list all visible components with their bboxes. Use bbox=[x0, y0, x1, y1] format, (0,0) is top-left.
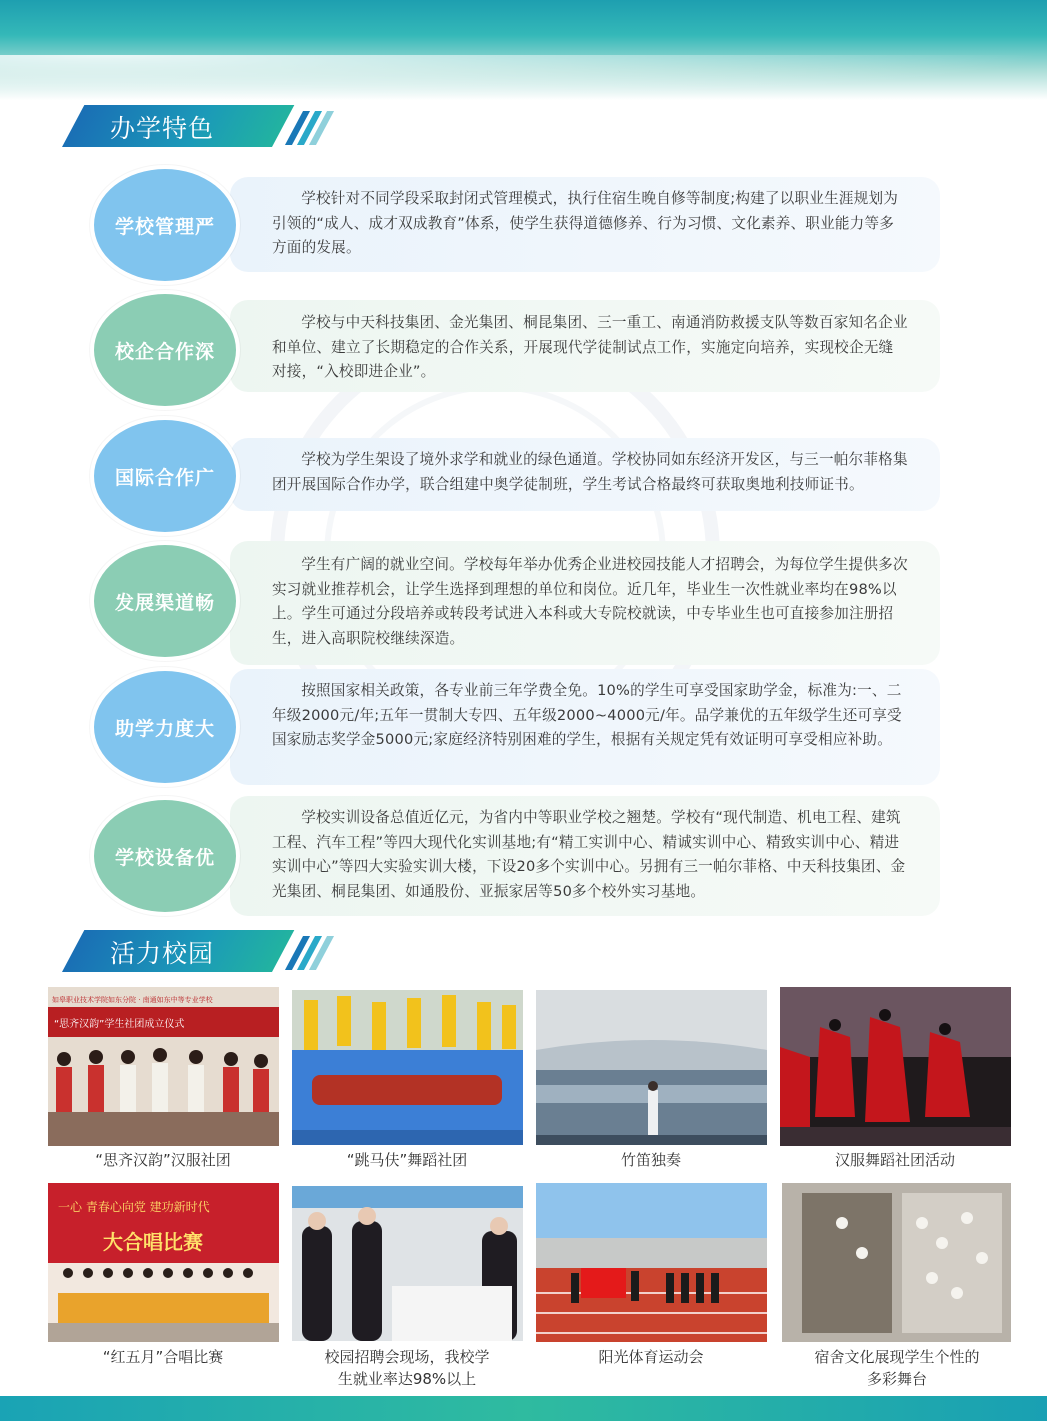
feature-development bbox=[90, 541, 940, 665]
feature-financial-aid bbox=[90, 667, 940, 787]
feature-label: 学校管理严 bbox=[114, 215, 215, 238]
feature-text: 学生有广阔的就业空间。学校每年举办优秀企业进校园技能人才招聘会，为每位学生提供多次实习就业推荐机会，让学生选择到理想的单位和岗位。近几年，毕业生一次性就业率均在98%以上。学生可通过分段培养或转段考试进入本科或大专院校就读，中专毕业生也可直接参加注册招生，进入高职院校继续深造。 bbox=[272, 556, 908, 647]
feature-label: 发展渠道畅 bbox=[114, 591, 215, 614]
feature-label-circle bbox=[90, 165, 240, 285]
choir-slogan-text: 一心 青春心向党 建功新时代 bbox=[58, 1200, 210, 1214]
photo-caption: “跳马伕”舞蹈社团 bbox=[346, 1151, 468, 1169]
photo-caption: 校园招聘会现场，我校学生就业率达98%以上 bbox=[324, 1348, 490, 1388]
section-header-features bbox=[62, 105, 302, 149]
feature-text: 学校针对不同学段采取封闭式管理模式，执行住宿生晚自修等制度;构建了以职业生涯规划为引领的“成人、成才双成教育”体系，使学生获得道德修养、行为习惯、文化素养、职业能力等多方面的发展。 bbox=[272, 190, 899, 256]
sports-meet-photo bbox=[536, 1183, 767, 1342]
photo-caption: 汉服舞蹈社团活动 bbox=[834, 1151, 955, 1169]
dance-flags-photo bbox=[292, 990, 523, 1149]
feature-label: 助学力度大 bbox=[114, 717, 215, 740]
photo-caption: 宿舍文化展现学生个性的多彩舞台 bbox=[814, 1348, 980, 1388]
feature-text: 学校与中天科技集团、金光集团、桐昆集团、三一重工、南通消防救援支队等数百家知名企业和单位、建立了长期稳定的合作关系，开展现代学徒制试点工作，实施定向培养，实现校企无缝对接，“入校即进企业”。 bbox=[272, 314, 908, 380]
feature-equipment bbox=[90, 796, 940, 920]
feature-text: 按照国家相关政策，各专业前三年学费全免。10%的学生可享受国家助学金，标准为:一、二年级2000元/年;五年一贯制大专四、五年级2000~4000元/年。品学兼优的五年级学生还可享受国家励志奖学金5000元;家庭经济特别困难的学生，根据有关规定凭有效证明可享受相应补助。 bbox=[272, 682, 902, 748]
photo-caption: “思齐汉韵”汉服社团 bbox=[95, 1151, 231, 1169]
section-header-campus bbox=[62, 930, 302, 974]
flute-solo-photo bbox=[536, 990, 767, 1149]
feature-label: 学校设备优 bbox=[114, 846, 215, 869]
feature-management bbox=[90, 165, 940, 285]
feature-label-circle bbox=[90, 796, 240, 916]
section-title: 活力校园 bbox=[110, 939, 215, 968]
club-banner-top-text: 如皋职业技术学院如东分院 · 南通如东中等专业学校 bbox=[52, 996, 213, 1004]
top-gradient-band bbox=[0, 0, 1047, 100]
feature-label: 国际合作广 bbox=[114, 466, 215, 489]
bottom-gradient-band bbox=[0, 1396, 1047, 1421]
club-banner-text: “思齐汉韵”学生社团成立仪式 bbox=[54, 1019, 185, 1030]
choir-photo bbox=[48, 1183, 279, 1342]
feature-text: 学校为学生架设了境外求学和就业的绿色通道。学校协同如东经济开发区，与三一帕尔菲格集团开展国际合作办学，联合组建中奥学徒制班，学生考试合格最终可获取奥地利技师证书。 bbox=[272, 451, 908, 493]
photo-caption: “红五月”合唱比赛 bbox=[102, 1348, 224, 1366]
feature-label-circle bbox=[90, 416, 240, 536]
feature-label-circle bbox=[90, 667, 240, 787]
photo-caption: 阳光体育运动会 bbox=[598, 1348, 704, 1366]
hanfu-dance-photo bbox=[780, 987, 1011, 1146]
dorm-culture-photo bbox=[782, 1183, 1013, 1342]
feature-label-circle bbox=[90, 290, 240, 410]
feature-label: 校企合作深 bbox=[114, 340, 215, 363]
choir-title-text: 大合唱比赛 bbox=[103, 1230, 203, 1254]
feature-cooperation bbox=[90, 290, 940, 410]
job-fair-photo bbox=[292, 1186, 523, 1345]
feature-text: 学校实训设备总值近亿元，为省内中等职业学校之翘楚。学校有“现代制造、机电工程、建筑工程、汽车工程”等四大现代化实训基地;有“精工实训中心、精诚实训中心、精致实训中心、精进实训中心”等四大实验实训大楼，下设20多个实训中心。另拥有三一帕尔菲格、中天科技集团、金光集团、桐昆集团、如通股份、亚振家居等50多个校外实习基地。 bbox=[272, 809, 906, 900]
section-title: 办学特色 bbox=[110, 114, 215, 143]
hanfu-club-photo bbox=[48, 987, 279, 1146]
feature-label-circle bbox=[90, 541, 240, 661]
photo-caption: 竹笛独奏 bbox=[620, 1151, 681, 1169]
feature-international bbox=[90, 416, 940, 536]
